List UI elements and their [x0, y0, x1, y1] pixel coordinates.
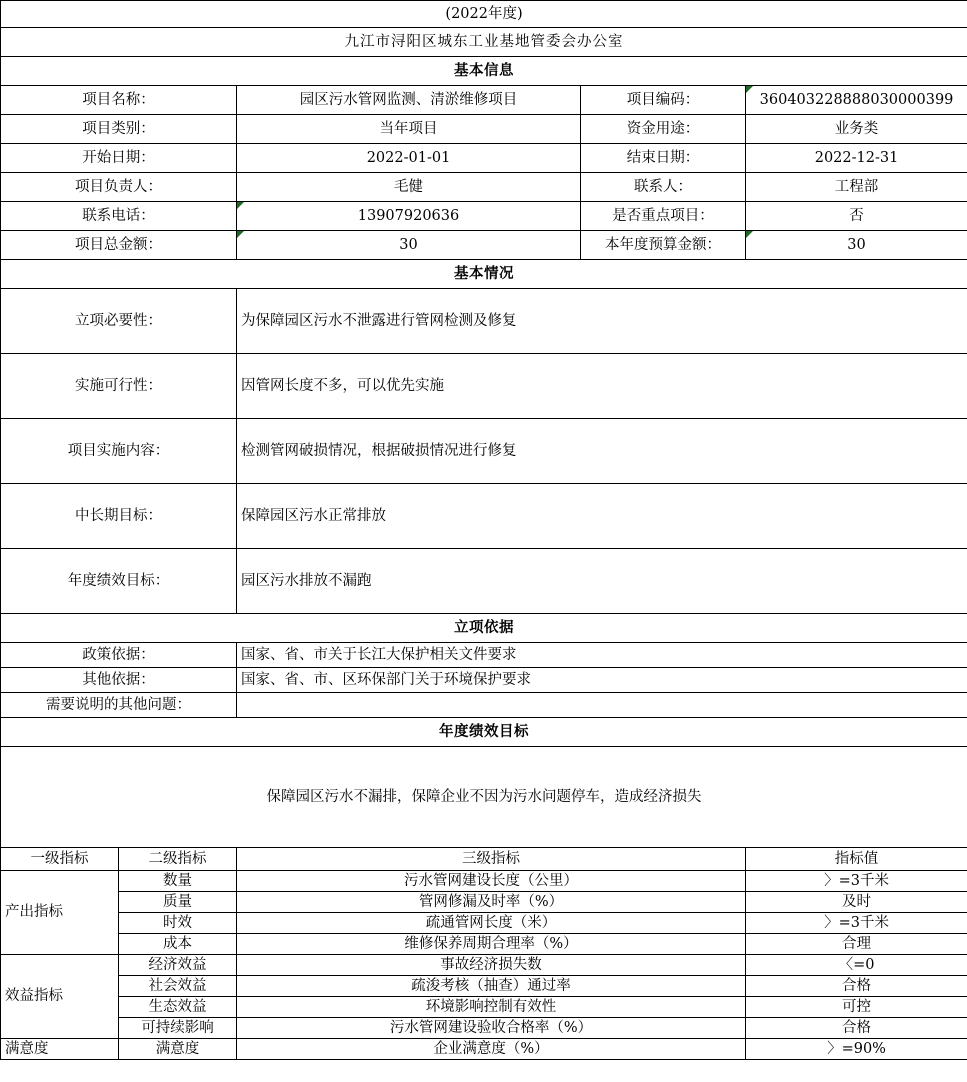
table-row [1, 173, 967, 202]
value-start-date[interactable]: 2022-01-01 [237, 144, 581, 173]
indicator-level2: 满意度 [119, 1039, 237, 1060]
doc-year-row [1, 1, 967, 28]
indicator-level2: 生态效益 [119, 997, 237, 1018]
label-midlong-term-goal: 中长期目标： [1, 484, 237, 549]
basic-situation-banner-row [1, 260, 967, 289]
indicator-level3: 企业满意度（%） [237, 1039, 746, 1060]
indicator-header-level1: 一级指标 [1, 848, 119, 871]
value-feasibility[interactable]: 因管网长度不多，可以优先实施 [237, 354, 967, 419]
basic-info-banner: 基本信息 [1, 57, 967, 86]
indicator-level2: 成本 [119, 934, 237, 955]
table-row [1, 86, 967, 115]
label-other-basis: 其他依据： [1, 668, 237, 693]
label-project-category: 项目类别： [1, 115, 237, 144]
value-policy-basis[interactable]: 国家、省、市关于长江大保护相关文件要求 [237, 643, 967, 668]
table-row [1, 976, 967, 997]
value-implementation-content[interactable]: 检测管网破损情况，根据破损情况进行修复 [237, 419, 967, 484]
value-total-amount[interactable]: 30 [237, 231, 581, 260]
label-total-amount: 项目总金额： [1, 231, 237, 260]
value-project-manager[interactable]: 毛健 [237, 173, 581, 202]
indicator-value[interactable]: 〉=90% [746, 1039, 967, 1060]
table-row [1, 419, 967, 484]
indicator-level2: 社会效益 [119, 976, 237, 997]
table-row [1, 643, 967, 668]
table-row [1, 693, 967, 718]
basic-info-banner-row [1, 57, 967, 86]
basic-situation-banner: 基本情况 [1, 260, 967, 289]
label-feasibility: 实施可行性： [1, 354, 237, 419]
value-other-notes[interactable] [237, 693, 967, 718]
value-necessity[interactable]: 为保障园区污水不泄露进行管网检测及修复 [237, 289, 967, 354]
indicator-header-level2: 二级指标 [119, 848, 237, 871]
value-project-name[interactable]: 园区污水管网监测、清淤维修项目 [237, 86, 581, 115]
indicator-level3: 污水管网建设长度（公里） [237, 871, 746, 892]
value-end-date[interactable]: 2022-12-31 [746, 144, 967, 173]
table-row [1, 1018, 967, 1039]
indicator-level2: 可持续影响 [119, 1018, 237, 1039]
basis-banner: 立项依据 [1, 614, 967, 643]
label-annual-budget: 本年度预算金额： [581, 231, 746, 260]
value-annual-budget[interactable]: 30 [746, 231, 967, 260]
label-is-key-project: 是否重点项目： [581, 202, 746, 231]
value-is-key-project[interactable]: 否 [746, 202, 967, 231]
label-contact-person: 联系人： [581, 173, 746, 202]
table-row [1, 997, 967, 1018]
basis-banner-row [1, 614, 967, 643]
label-implementation-content: 项目实施内容： [1, 419, 237, 484]
table-row [1, 955, 967, 976]
indicator-value[interactable]: 〉=3千米 [746, 871, 967, 892]
indicator-level2: 经济效益 [119, 955, 237, 976]
label-policy-basis: 政策依据： [1, 643, 237, 668]
indicator-level3: 疏通管网长度（米） [237, 913, 746, 934]
label-project-name: 项目名称： [1, 86, 237, 115]
table-row [1, 934, 967, 955]
value-contact-person[interactable]: 工程部 [746, 173, 967, 202]
annual-goal-banner-row [1, 718, 967, 747]
doc-org-row [1, 28, 967, 57]
table-row [1, 1039, 967, 1060]
indicator-level3: 环境影响控制有效性 [237, 997, 746, 1018]
annual-goal-text[interactable]: 保障园区污水不漏排，保障企业不因为污水问题停车，造成经济损失 [1, 747, 967, 848]
indicator-level1-benefit: 效益指标 [1, 955, 119, 1039]
indicator-header-level3: 三级指标 [237, 848, 746, 871]
indicator-header-row [1, 848, 967, 871]
table-row [1, 144, 967, 173]
label-start-date: 开始日期： [1, 144, 237, 173]
annual-goal-text-row [1, 747, 967, 848]
table-row [1, 289, 967, 354]
table-row [1, 892, 967, 913]
table-row [1, 871, 967, 892]
table-row [1, 549, 967, 614]
indicator-value[interactable]: 合格 [746, 1018, 967, 1039]
label-fund-usage: 资金用途： [581, 115, 746, 144]
indicator-value[interactable]: 合格 [746, 976, 967, 997]
value-project-code[interactable]: 360403228888030000399 [746, 86, 967, 115]
label-end-date: 结束日期： [581, 144, 746, 173]
value-fund-usage[interactable]: 业务类 [746, 115, 967, 144]
table-row [1, 484, 967, 549]
table-row [1, 668, 967, 693]
indicator-level1-satisfaction: 满意度 [1, 1039, 119, 1060]
table-row [1, 202, 967, 231]
indicator-level2: 质量 [119, 892, 237, 913]
label-annual-performance-goal: 年度绩效目标： [1, 549, 237, 614]
value-other-basis[interactable]: 国家、省、市、区环保部门关于环境保护要求 [237, 668, 967, 693]
indicator-level2: 数量 [119, 871, 237, 892]
indicator-header-value: 指标值 [746, 848, 967, 871]
doc-organization-text: 九江市浔阳区城东工业基地管委会办公室 [1, 28, 967, 57]
indicator-value[interactable]: 〈=0 [746, 955, 967, 976]
label-project-code: 项目编码： [581, 86, 746, 115]
indicator-level3: 疏浚考核（抽查）通过率 [237, 976, 746, 997]
indicator-level3: 事故经济损失数 [237, 955, 746, 976]
table-row [1, 115, 967, 144]
label-contact-phone: 联系电话： [1, 202, 237, 231]
doc-year-text: (2022年度) [1, 1, 967, 28]
indicator-level3: 管网修漏及时率（%） [237, 892, 746, 913]
indicator-value[interactable]: 合理 [746, 934, 967, 955]
table-row [1, 913, 967, 934]
indicator-level2: 时效 [119, 913, 237, 934]
indicator-level3: 污水管网建设验收合格率（%） [237, 1018, 746, 1039]
label-project-manager: 项目负责人： [1, 173, 237, 202]
indicator-level3: 维修保养周期合理率（%） [237, 934, 746, 955]
annual-goal-banner: 年度绩效目标 [1, 718, 967, 747]
indicator-value[interactable]: 可控 [746, 997, 967, 1018]
table-row [1, 354, 967, 419]
table-row [1, 231, 967, 260]
indicator-value[interactable]: 〉=3千米 [746, 913, 967, 934]
label-other-notes: 需要说明的其他问题： [1, 693, 237, 718]
indicator-value[interactable]: 及时 [746, 892, 967, 913]
value-project-category[interactable]: 当年项目 [237, 115, 581, 144]
value-annual-performance-goal[interactable]: 园区污水排放不漏跑 [237, 549, 967, 614]
value-midlong-term-goal[interactable]: 保障园区污水正常排放 [237, 484, 967, 549]
label-necessity: 立项必要性： [1, 289, 237, 354]
indicator-level1-output: 产出指标 [1, 871, 119, 955]
value-contact-phone[interactable]: 13907920636 [237, 202, 581, 231]
